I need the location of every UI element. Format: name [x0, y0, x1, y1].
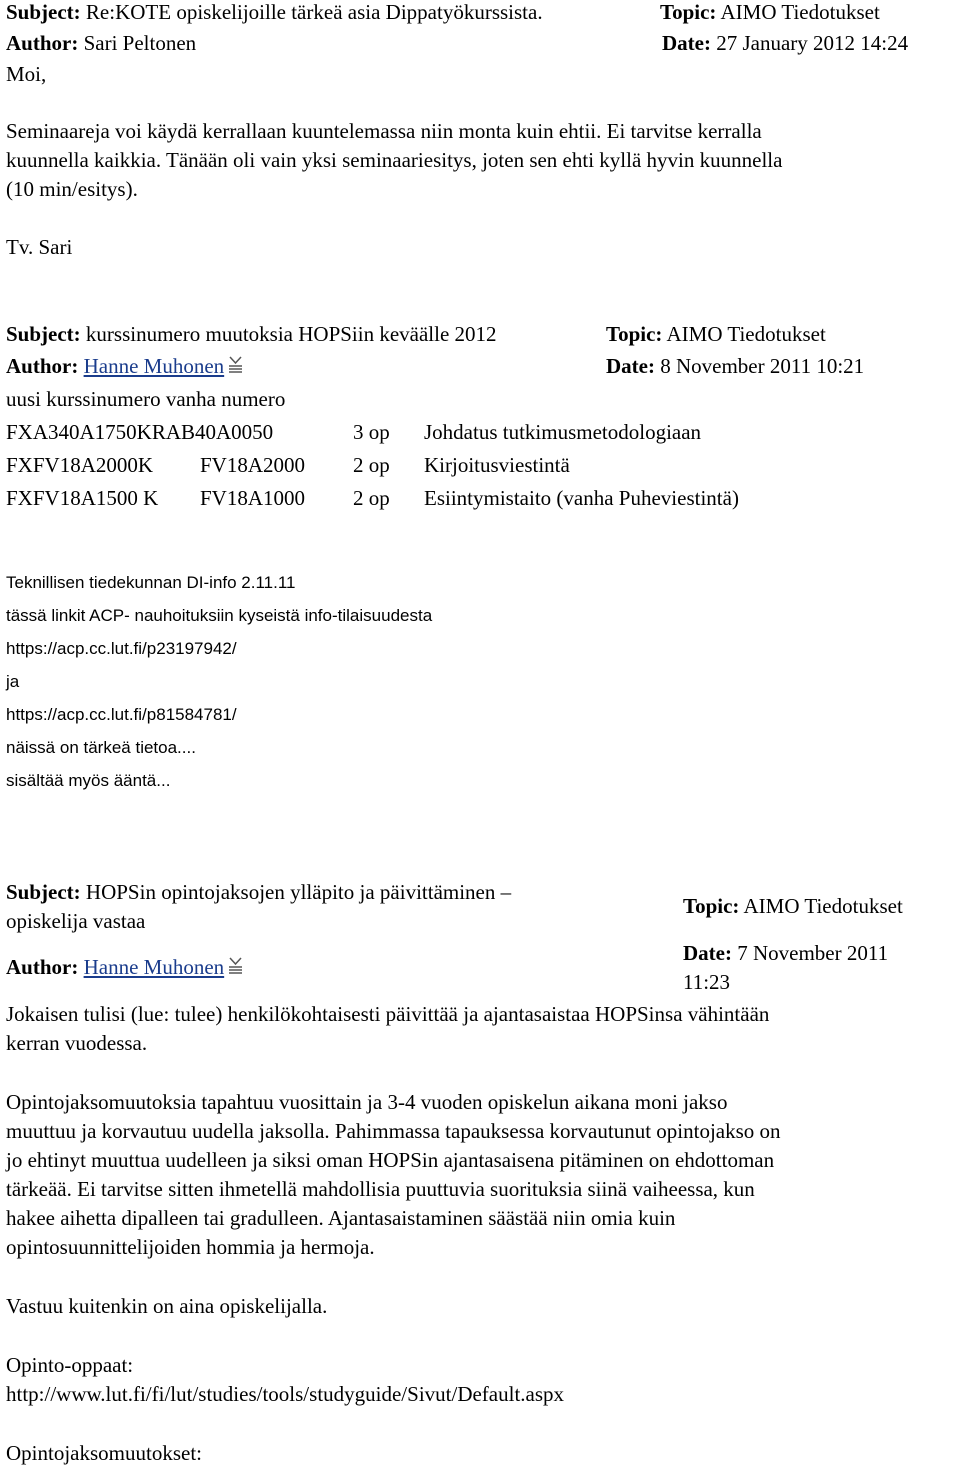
post3-date-line — [683, 941, 888, 966]
post1-date-line — [662, 31, 908, 56]
post1-subject-line — [6, 0, 543, 25]
course-old-number: FV18A2000 — [200, 453, 306, 477]
course-table-header: uusi kurssinumero vanha numero — [6, 387, 286, 411]
post3-date: 7 November 2011 — [737, 941, 889, 965]
info-line: näissä on tärkeä tietoa.... — [6, 738, 196, 757]
info-url[interactable]: https://acp.cc.lut.fi/p23197942/ — [6, 639, 237, 658]
course-credits: 3 op — [353, 420, 390, 444]
post3-author-link[interactable]: Hanne Muhonen — [83, 955, 225, 979]
post3-author-line — [6, 955, 243, 980]
date-label: Date: — [606, 354, 655, 378]
post3-body-line: hakee aihetta dipalleen tai gradulleen. Ajantasaistaminen säästää niin omia kuin — [6, 1206, 676, 1230]
subject-label: Subject: — [6, 322, 81, 346]
post1-signature: Tv. Sari — [6, 235, 73, 259]
study-guide-label: Opinto-oppaat: — [6, 1353, 134, 1377]
info-url[interactable]: https://acp.cc.lut.fi/p81584781/ — [6, 705, 237, 724]
post3-time: 11:23 — [683, 970, 731, 994]
post3-topic: AIMO Tiedotukset — [743, 894, 903, 918]
course-new-number: FXA340A1750KRAB40A0050 — [6, 420, 274, 444]
date-label: Date: — [662, 31, 711, 55]
post3-body-line: tärkeää. Ei tarvitse sitten ihmetellä mahdollisia puuttuvia suorituksia siinä vaiheessa, kun — [6, 1177, 755, 1201]
post1-author: Sari Peltonen — [83, 31, 197, 55]
info-line: ja — [6, 672, 20, 691]
topic-label: Topic: — [660, 0, 717, 24]
course-credits: 2 op — [353, 453, 390, 477]
post3-body-line: jo ehtinyt muuttua uudelleen ja siksi oman HOPSin ajantasaisena pitäminen on ehdottoman — [6, 1148, 775, 1172]
post2-author-line — [6, 354, 243, 379]
author-label: Author: — [6, 955, 79, 979]
info-line: tässä linkit ACP- nauhoituksiin kyseistä info-tilaisuudesta — [6, 606, 433, 625]
post1-greeting: Moi, — [6, 62, 47, 86]
author-label: Author: — [6, 354, 79, 378]
post1-body-line: kuunnella kaikkia. Tänään oli vain yksi seminaariesitys, joten sen ehti kyllä hyvin kuunnella — [6, 148, 783, 172]
post3-body-line: muuttuu ja korvautuu uudella jaksolla. Pahimmassa tapauksessa korvautunut opintojakso on — [6, 1119, 781, 1143]
course-new-number: FXFV18A2000K — [6, 453, 154, 477]
post3-body-line: Jokaisen tulisi (lue: tulee) henkilökohtaisesti päivittää ja ajantasaistaa HOPSinsa vähintään — [6, 1002, 770, 1026]
course-credits: 2 op — [353, 486, 390, 510]
subject-label: Subject: — [6, 0, 81, 24]
post3-body-line: kerran vuodessa. — [6, 1031, 148, 1055]
post1-topic-line — [660, 0, 880, 25]
post3-body-line: Vastuu kuitenkin on aina opiskelijalla. — [6, 1294, 328, 1318]
post1-topic: AIMO Tiedotukset — [720, 0, 880, 24]
post3-subject-cont: opiskelija vastaa — [6, 909, 146, 933]
post2-date-line — [606, 354, 864, 379]
filter-icon[interactable] — [228, 956, 243, 976]
post2-topic-line — [606, 322, 826, 347]
post1-subject: Re:KOTE opiskelijoille tärkeä asia Dippatyökurssista. — [85, 0, 543, 24]
topic-label: Topic: — [606, 322, 663, 346]
course-name: Esiintymistaito (vanha Puheviestintä) — [424, 486, 739, 510]
course-name: Johdatus tutkimusmetodologiaan — [424, 420, 702, 444]
post3-subject-line — [6, 880, 511, 905]
post1-author-line — [6, 31, 196, 56]
post3-body-line: opintosuunnittelijoiden hommia ja hermoja. — [6, 1235, 375, 1259]
info-line: sisältää myös ääntä... — [6, 771, 171, 790]
study-guide-url[interactable]: http://www.lut.fi/fi/lut/studies/tools/studyguide/Sivut/Default.aspx — [6, 1382, 565, 1406]
course-new-number: FXFV18A1500 K — [6, 486, 159, 510]
topic-label: Topic: — [683, 894, 740, 918]
post2-topic: AIMO Tiedotukset — [666, 322, 826, 346]
course-name: Kirjoitusviestintä — [424, 453, 570, 477]
filter-icon[interactable] — [228, 355, 243, 375]
post1-date: 27 January 2012 14:24 — [716, 31, 909, 55]
post3-topic-line — [683, 894, 903, 919]
course-old-number: FV18A1000 — [200, 486, 306, 510]
course-changes-label: Opintojaksomuutokset: — [6, 1441, 202, 1465]
date-label: Date: — [683, 941, 732, 965]
post2-subject-line — [6, 322, 497, 347]
post1-body-line: Seminaareja voi käydä kerrallaan kuuntelemassa niin monta kuin ehtii. Ei tarvitse kerralla — [6, 119, 762, 143]
author-label: Author: — [6, 31, 79, 55]
post2-subject: kurssinumero muutoksia HOPSiin keväälle 2012 — [85, 322, 497, 346]
post2-date: 8 November 2011 10:21 — [660, 354, 865, 378]
post3-subject: HOPSin opintojaksojen ylläpito ja päivittäminen – — [85, 880, 512, 904]
post1-body-line: (10 min/esitys). — [6, 177, 138, 201]
post2-author-link[interactable]: Hanne Muhonen — [83, 354, 225, 378]
subject-label: Subject: — [6, 880, 81, 904]
info-line: Teknillisen tiedekunnan DI-info 2.11.11 — [6, 573, 296, 592]
post3-body-line: Opintojaksomuutoksia tapahtuu vuosittain ja 3-4 vuoden opiskelun aikana moni jakso — [6, 1090, 728, 1114]
